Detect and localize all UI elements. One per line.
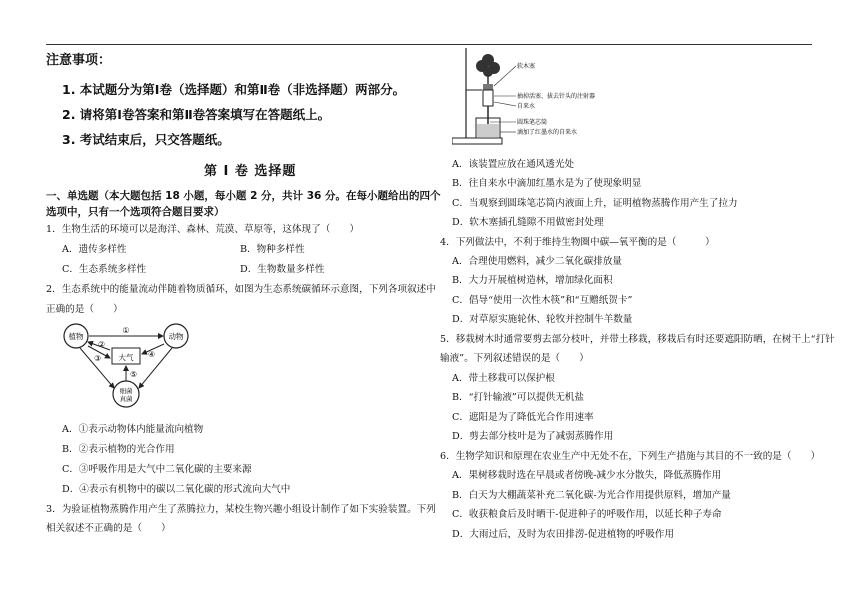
carbon-cycle-diagram — [60, 320, 200, 410]
question-2-option-a[interactable]: A．①表示动物体内能量流向植物 — [62, 424, 204, 435]
notice-heading: 注意事项： — [46, 53, 112, 68]
apparatus-label: 抽掉活塞、拔去针头的注射器 — [517, 93, 596, 100]
red-ink-water — [477, 124, 499, 137]
label-4: ④ — [148, 350, 156, 359]
apparatus-label: 滴加了红墨水的自来水 — [517, 129, 578, 136]
question-3-option-b[interactable]: B．往自来水中滴加红墨水是为了使现象明显 — [452, 178, 642, 189]
notice-item: 3. 考试结束后，只交答题纸。 — [62, 132, 230, 147]
question-2-stem: 正确的是（ ） — [46, 304, 123, 315]
plant-label: 植物 — [68, 332, 84, 341]
question-2-option-c[interactable]: C．③呼吸作用是大气中二氧化碳的主要来源 — [62, 464, 252, 475]
part-description: 选项中，只有一个选项符合题目要求） — [46, 206, 225, 218]
label-2: ② — [98, 340, 106, 349]
question-6-option-c[interactable]: C．收获粮食后及时晒干-促进种子的呼吸作用，以延长种子寿命 — [452, 509, 722, 520]
decomposer-label: 细菌 — [119, 387, 133, 395]
label-5: ⑤ — [130, 370, 138, 379]
question-3-option-d[interactable]: D．软木塞插孔缝隙不用做密封处理 — [452, 217, 604, 228]
question-6-option-b[interactable]: B．白天为大棚蔬菜补充二氧化碳-为光合作用提供原料，增加产量 — [452, 490, 731, 501]
question-5-option-c[interactable]: C．遮阳是为了降低光合作用速率 — [452, 412, 594, 423]
question-5-option-d[interactable]: D．剪去部分枝叶是为了减弱蒸腾作用 — [452, 431, 614, 442]
question-1-stem: 1．生物生活的环境可以是海洋、森林、荒漠、草原等，这体现了（ ） — [46, 224, 360, 235]
apparatus-label: 自来水 — [517, 103, 536, 110]
question-2-stem: 2．生态系统中的能量流动伴随着物质循环，如图为生态系统碳循环示意图，下列各项叙述中 — [46, 284, 436, 295]
cork — [483, 84, 493, 90]
question-4-option-c[interactable]: C．倡导“使用一次性木筷”和“互赠纸贺卡” — [452, 295, 633, 306]
question-4-option-a[interactable]: A．合理使用燃料，减少二氧化碳排放量 — [452, 256, 623, 267]
label-1: ① — [122, 326, 130, 335]
question-6-stem: 6．生物学知识和原理在农业生产中无处不在，下列生产措施与其目的不一致的是（ ） — [440, 451, 821, 462]
question-1-option-d[interactable]: D．生物数量多样性 — [240, 264, 325, 275]
question-3-stem: 相关叙述不正确的是（ ） — [46, 523, 171, 534]
question-3-stem: 3．为验证植物蒸腾作用产生了蒸腾拉力，某校生物兴趣小组设计制作了如下实验装置。下列 — [46, 504, 436, 515]
arrow-animal-decomposer — [139, 348, 172, 388]
header-rule — [46, 44, 812, 45]
question-1-option-c[interactable]: C．生态系统多样性 — [62, 264, 147, 275]
notice-item: 1. 本试题分为第Ⅰ卷（选择题）和第Ⅱ卷（非选择题）两部分。 — [62, 82, 406, 97]
question-3-option-a[interactable]: A．该装置应放在通风透光处 — [452, 159, 575, 170]
air-label: 大气 — [118, 353, 134, 362]
question-2-option-d[interactable]: D．④表示有机物中的碳以二氧化碳的形式流向大气中 — [62, 484, 291, 495]
question-5-stem: 5．移栽树木时通常要剪去部分枝叶，并带土移栽，移栽后有时还要遮阳防晒，在树干上“打针 — [440, 334, 835, 345]
question-4-stem: 4．下列做法中，不利于维持生物圈中碳—氧平衡的是（ ） — [440, 237, 715, 248]
apparatus-label: 软木塞 — [517, 63, 536, 70]
decomposer-label: 真菌 — [119, 395, 133, 403]
section-title: 第 Ⅰ 卷 选择题 — [204, 164, 297, 179]
question-5-option-b[interactable]: B．“打针输液”可以提供无机盐 — [452, 392, 584, 403]
question-1-option-a[interactable]: A．遗传多样性 — [62, 244, 127, 255]
question-3-option-c[interactable]: C．当观察到圆珠笔芯筒内液面上升，证明植物蒸腾作用产生了拉力 — [452, 198, 738, 209]
plant-icon — [476, 54, 500, 88]
part-description: 一、单选题（本大题包括 18 小题，每小题 2 分，共计 36 分。在每小题给出的四个 — [46, 190, 441, 202]
transpiration-apparatus-diagram — [452, 46, 602, 146]
question-6-option-d[interactable]: D．大雨过后，及时为农田排涝-促进植物的呼吸作用 — [452, 529, 674, 540]
question-6-option-a[interactable]: A．果树移栽时选在早晨或者傍晚-减少水分散失，降低蒸腾作用 — [452, 470, 722, 481]
question-5-stem: 输液”。下列叙述错误的是（ ） — [440, 353, 589, 364]
notice-item: 2. 请将第Ⅰ卷答案和第Ⅱ卷答案填写在答题纸上。 — [62, 107, 331, 122]
stand-base — [452, 138, 502, 144]
question-4-option-b[interactable]: B．大力开展植树造林，增加绿化面积 — [452, 275, 613, 286]
question-5-option-a[interactable]: A．带土移栽可以保护根 — [452, 373, 555, 384]
question-2-option-b[interactable]: B．②表示植物的光合作用 — [62, 444, 175, 455]
animal-label: 动物 — [168, 332, 184, 341]
label-3: ③ — [94, 354, 102, 363]
syringe — [483, 90, 493, 106]
apparatus-label: 圆珠笔芯筒 — [517, 119, 548, 126]
question-1-option-b[interactable]: B．物种多样性 — [240, 244, 305, 255]
question-4-option-d[interactable]: D．对草原实施轮休、轮牧并控制牛羊数量 — [452, 314, 633, 325]
